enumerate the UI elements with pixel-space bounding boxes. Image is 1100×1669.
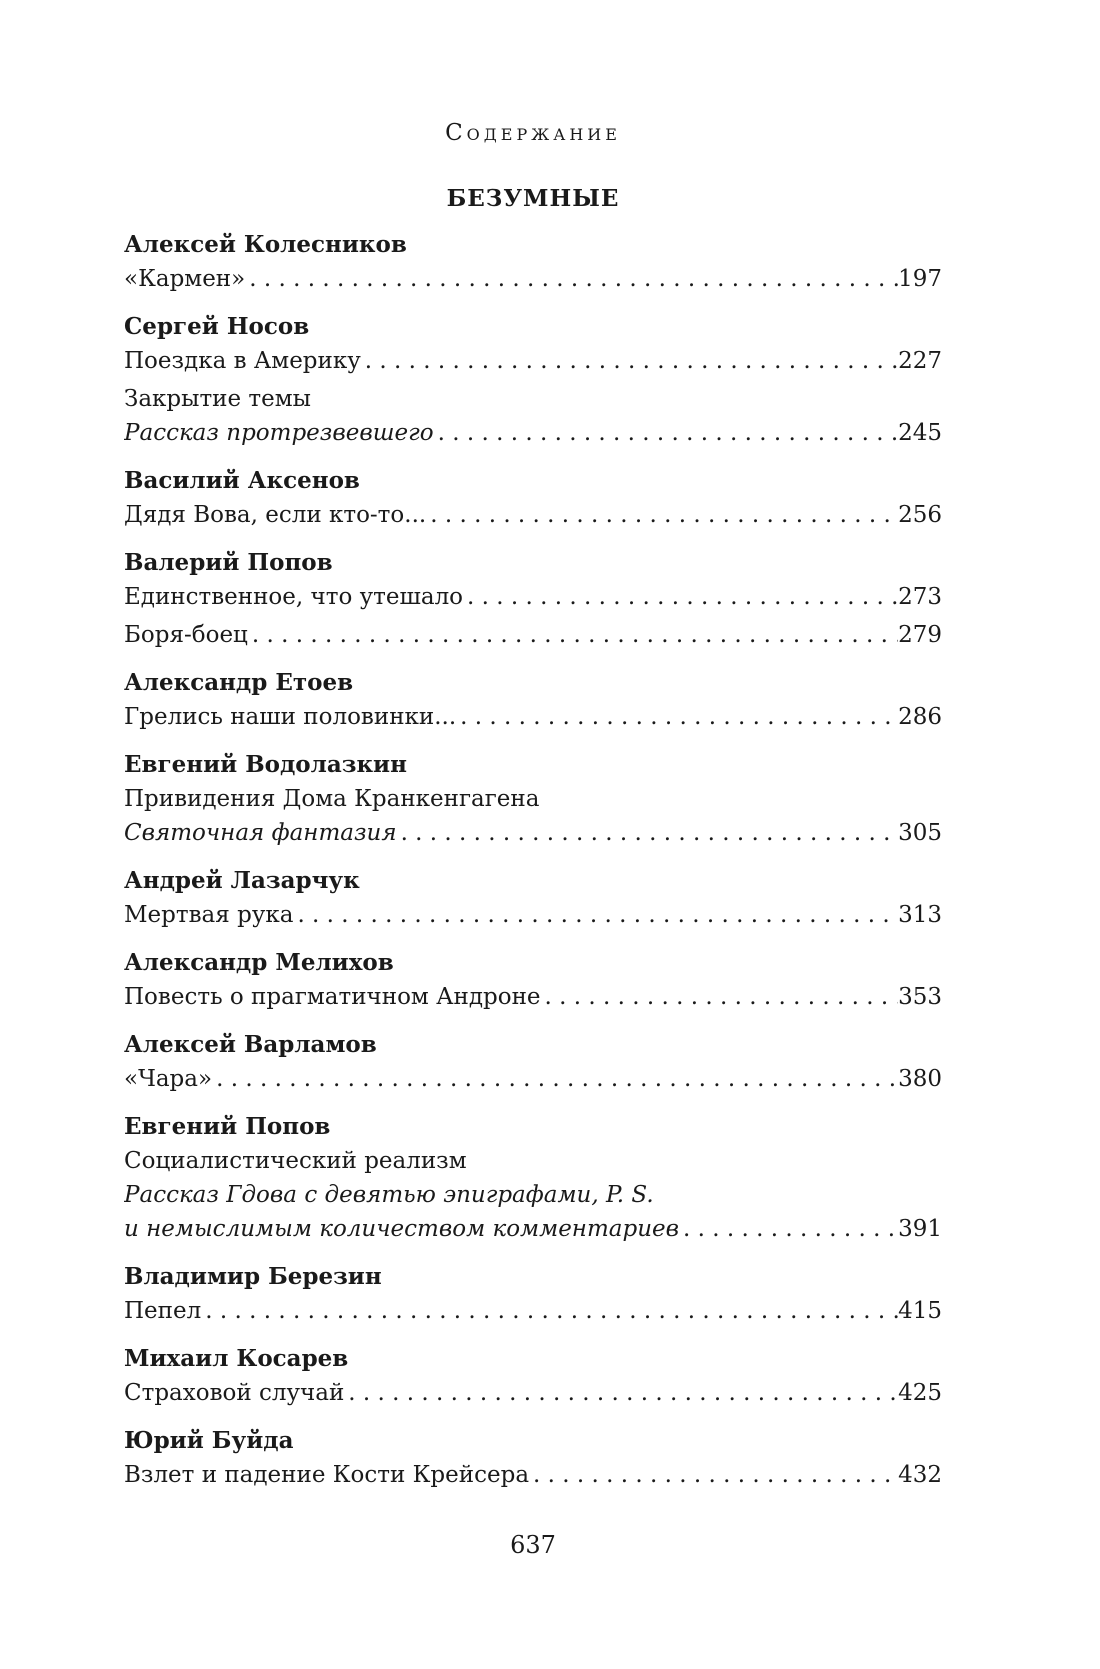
- toc-entry: [124, 1458, 942, 1492]
- toc-leader-row: [124, 1062, 942, 1096]
- toc-author: Юрий Буйда: [124, 1427, 294, 1454]
- dot-leader: [434, 416, 899, 450]
- toc-leader-row: [124, 1212, 942, 1246]
- toc-entry: [124, 980, 942, 1014]
- dot-leader: [245, 262, 898, 296]
- toc-author: Евгений Попов: [124, 1113, 331, 1140]
- toc-author: Евгений Водолазкин: [124, 751, 407, 778]
- dot-leader: [344, 1376, 898, 1410]
- dot-leader: [361, 344, 898, 378]
- dot-leader: [541, 980, 899, 1014]
- toc-leader-row: [124, 498, 942, 532]
- dot-leader: [397, 816, 899, 850]
- table-of-contents: [124, 228, 942, 1492]
- running-head: Содержание: [445, 120, 621, 146]
- toc-page-number: 256: [898, 502, 942, 528]
- dot-leader: [248, 618, 898, 652]
- dot-leader: [212, 1062, 898, 1096]
- toc-entry: [124, 898, 942, 932]
- toc-page-number: 279: [898, 622, 942, 648]
- toc-author: Михаил Косарев: [124, 1345, 349, 1372]
- page-number: 637: [510, 1531, 556, 1559]
- dot-leader: [293, 898, 898, 932]
- toc-entry-title-line: Рассказ Гдова с девятью эпиграфами, P. S.: [124, 1182, 654, 1208]
- toc-entry-title-line: Закрытие темы: [124, 386, 311, 412]
- toc-entry: [124, 782, 942, 850]
- section-title: БЕЗУМНЫЕ: [446, 185, 620, 212]
- toc-author: Алексей Колесников: [124, 231, 407, 258]
- toc-author: Андрей Лазарчук: [124, 867, 360, 894]
- toc-page-number: 245: [898, 420, 942, 446]
- toc-entry-title: Святочная фантазия: [124, 820, 397, 846]
- toc-leader-row: [124, 580, 942, 614]
- toc-entry-title-line: Социалистический реализм: [124, 1148, 467, 1174]
- toc-entry-title: Взлет и падение Кости Крейсера: [124, 1462, 530, 1488]
- toc-page-number: 273: [898, 584, 942, 610]
- toc-entry: [124, 344, 942, 378]
- toc-entry: [124, 700, 942, 734]
- toc-page-number: 227: [898, 348, 942, 374]
- toc-entry: [124, 1294, 942, 1328]
- toc-leader-row: [124, 1458, 942, 1492]
- toc-entry-title: Мертвая рука: [124, 902, 294, 928]
- toc-leader-row: [124, 618, 942, 652]
- toc-page-number: 425: [898, 1380, 942, 1406]
- toc-entry: [124, 1062, 942, 1096]
- toc-leader-row: [124, 344, 942, 378]
- toc-leader-row: [124, 980, 942, 1014]
- toc-author: Сергей Носов: [124, 313, 310, 340]
- toc-page-number: 197: [898, 266, 942, 292]
- dot-leader: [426, 498, 898, 532]
- toc-page-number: 286: [898, 704, 942, 730]
- toc-entry: [124, 580, 942, 614]
- toc-author: Василий Аксенов: [124, 467, 360, 494]
- toc-entry-title: и немыслимым количеством комментариев: [124, 1216, 680, 1242]
- toc-entry-title: Дядя Вова, если кто-то...: [124, 502, 427, 528]
- toc-author: Александр Етоев: [124, 669, 354, 696]
- toc-entry: [124, 1376, 942, 1410]
- toc-page-number: 415: [898, 1298, 942, 1324]
- toc-entry: [124, 1144, 942, 1246]
- toc-entry-title: Пепел: [124, 1298, 202, 1324]
- toc-page-number: 353: [898, 984, 942, 1010]
- toc-author: Владимир Березин: [124, 1263, 382, 1290]
- toc-leader-row: [124, 262, 942, 296]
- toc-entry: [124, 618, 942, 652]
- toc-leader-row: [124, 416, 942, 450]
- toc-entry-title: Рассказ протрезвевшего: [124, 420, 434, 446]
- dot-leader: [529, 1458, 898, 1492]
- toc-page-number: 380: [898, 1066, 942, 1092]
- toc-entry-title-line: Привидения Дома Кранкенгагена: [124, 786, 540, 812]
- toc-entry-title: «Чара»: [124, 1066, 213, 1092]
- toc-entry-title: Страховой случай: [124, 1380, 345, 1406]
- dot-leader: [456, 700, 898, 734]
- toc-entry-title: Единственное, что утешало: [124, 584, 464, 610]
- toc-page-number: 432: [898, 1462, 942, 1488]
- toc-entry-title: Поездка в Америку: [124, 348, 361, 374]
- dot-leader: [463, 580, 898, 614]
- toc-page-number: 313: [898, 902, 942, 928]
- toc-leader-row: [124, 816, 942, 850]
- book-page: [124, 0, 942, 1669]
- toc-leader-row: [124, 700, 942, 734]
- toc-page-number: 305: [898, 820, 942, 846]
- toc-author: Валерий Попов: [124, 549, 333, 576]
- dot-leader: [201, 1294, 898, 1328]
- toc-entry-title: «Кармен»: [124, 266, 246, 292]
- toc-page-number: 391: [898, 1216, 942, 1242]
- dot-leader: [679, 1212, 898, 1246]
- toc-leader-row: [124, 1294, 942, 1328]
- toc-entry-title: Грелись наши половинки...: [124, 704, 457, 730]
- toc-entry: [124, 498, 942, 532]
- toc-author: Алексей Варламов: [124, 1031, 377, 1058]
- toc-entry: [124, 262, 942, 296]
- toc-entry-title: Повесть о прагматичном Андроне: [124, 984, 541, 1010]
- toc-leader-row: [124, 1376, 942, 1410]
- toc-leader-row: [124, 898, 942, 932]
- toc-entry: [124, 382, 942, 450]
- toc-author: Александр Мелихов: [124, 949, 394, 976]
- toc-entry-title: Боря-боец: [124, 622, 248, 648]
